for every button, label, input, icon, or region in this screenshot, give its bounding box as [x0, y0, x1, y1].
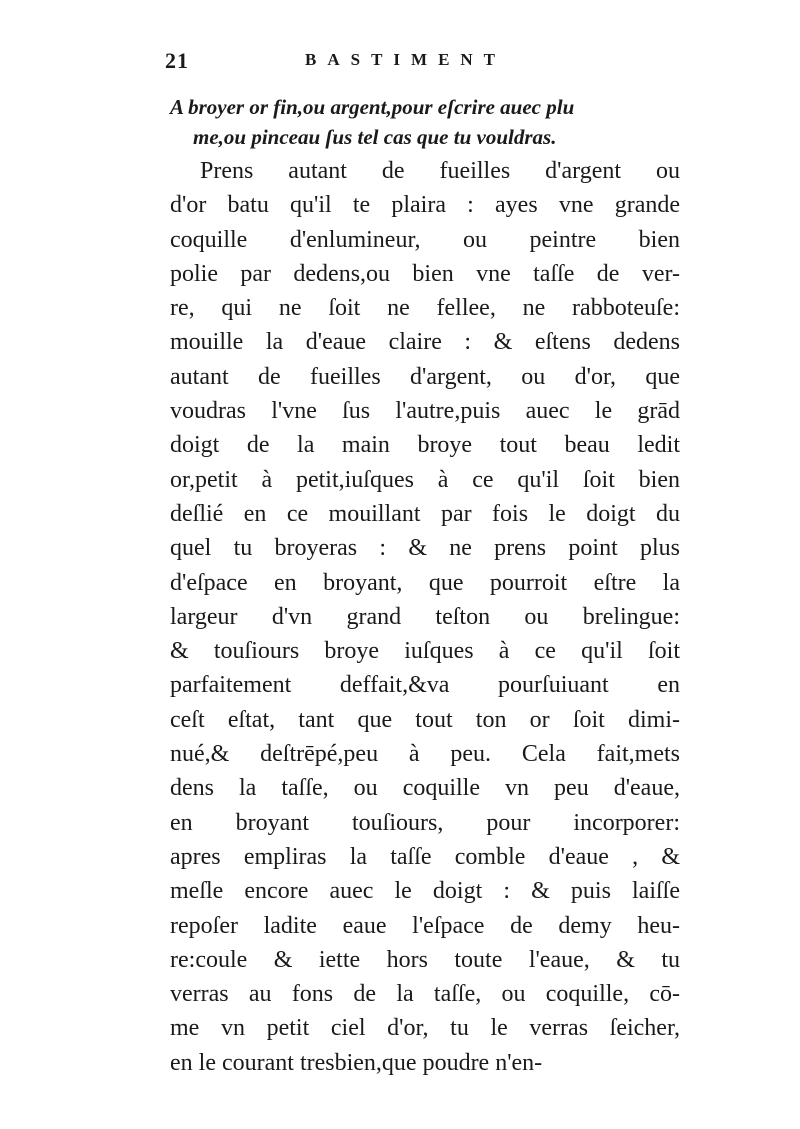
text-line: or,petit à petit,iuſques à ce qu'il ſoit bien	[170, 466, 680, 493]
text-line: apres empliras la taſſe comble d'eaue , &	[170, 843, 680, 870]
text-line: parfaitement deffait,&va pourſuiuant en	[170, 672, 680, 699]
text-line: repoſer ladite eaue l'eſpace de demy heu-	[170, 912, 680, 939]
heading-line: A broyer or fin,ou argent,pour eſcrire auec plu	[170, 95, 575, 119]
text-line: polie par dedens,ou bien vne taſſe de ver-	[170, 260, 680, 287]
text-line: mouille la d'eaue claire : & eſtens dedens	[170, 329, 680, 356]
text-line: meſle encore auec le doigt : & puis laiſſe	[170, 878, 680, 905]
heading-line: me,ou pinceau ſus tel cas que tu vouldras.	[193, 125, 557, 149]
text-line: largeur d'vn grand teſton ou brelingue:	[170, 603, 680, 630]
text-line: d'or batu qu'il te plaira : ayes vne grande	[170, 192, 680, 219]
text-line: deſlié en ce mouillant par fois le doigt du	[170, 500, 680, 527]
page-number: 21	[165, 48, 189, 73]
text-line: doigt de la main broye tout beau ledit	[170, 432, 680, 459]
text-line: dens la taſſe, ou coquille vn peu d'eaue,	[170, 775, 680, 802]
text-line: voudras l'vne ſus l'autre,puis auec le grād	[170, 398, 680, 425]
body-text	[170, 154, 680, 1080]
running-head	[165, 48, 680, 78]
text-line: Prens autant de fueilles d'argent ou	[200, 158, 680, 184]
text-line: autant de fueilles d'argent, ou d'or, que	[170, 363, 680, 390]
running-title: BASTIMENT	[305, 50, 507, 69]
text-line: re:coule & iette hors toute l'eaue, & tu	[170, 946, 680, 973]
text-line: & touſiours broye iuſques à ce qu'il ſoit	[170, 638, 680, 665]
text-line: verras au fons de la taſſe, ou coquille, cō-	[170, 981, 680, 1008]
text-line: me vn petit ciel d'or, tu le verras ſeicher,	[170, 1015, 680, 1042]
text-line: nué,& deſtrēpé,peu à peu. Cela fait,mets	[170, 741, 680, 768]
text-line: d'eſpace en broyant, que pourroit eſtre la	[170, 569, 680, 596]
text-line: ceſt eſtat, tant que tout ton or ſoit dimi-	[170, 706, 680, 733]
text-line: quel tu broyeras : & ne prens point plus	[170, 535, 680, 562]
text-line: re, qui ne ſoit ne fellee, ne rabboteuſe:	[170, 295, 680, 322]
text-line: coquille d'enlumineur, ou peintre bien	[170, 226, 680, 253]
text-line: en broyant touſiours, pour incorporer:	[170, 809, 680, 836]
section-heading	[170, 92, 690, 152]
text-line: en le courant tresbien,que poudre n'en-	[170, 1049, 543, 1076]
